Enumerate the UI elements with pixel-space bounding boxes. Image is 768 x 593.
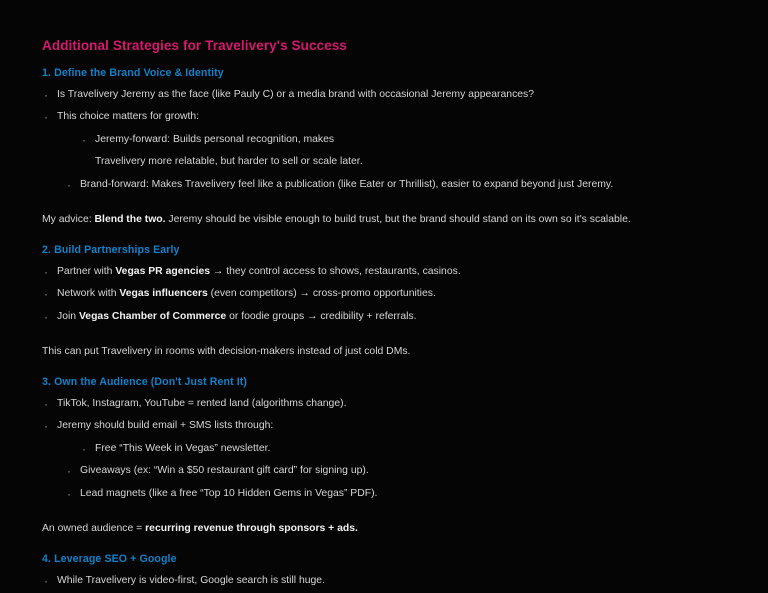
list-item: · Giveaways (ex: “Win a $50 restaurant gift card” for signing up). xyxy=(65,464,726,478)
sub-bullet-list-3-deep xyxy=(42,442,726,456)
item-suffix: (even competitors) → cross-promo opportunities. xyxy=(207,288,436,300)
item-prefix: Join xyxy=(57,310,79,322)
section-heading-2: 2. Build Partnerships Early xyxy=(42,243,180,256)
bullet-list-3 xyxy=(42,397,726,434)
page-title: Additional Strategies for Travelivery's Success xyxy=(42,38,348,53)
section-leverage-seo xyxy=(42,553,726,588)
section-heading-3: 3. Own the Audience (Don't Just Rent It) xyxy=(42,375,248,388)
bullet-list-4 xyxy=(42,574,726,588)
section-1-closing xyxy=(42,213,726,228)
item-bold: Vegas influencers xyxy=(119,288,208,300)
closing-bold: recurring revenue through sponsors + ads. xyxy=(145,523,358,535)
list-item: · This choice matters for growth: xyxy=(42,110,726,124)
closing-suffix: Jeremy should be visible enough to build trust, but the brand should stand on its own so it's scalable. xyxy=(165,214,631,226)
item-bold: Vegas PR agencies xyxy=(115,265,211,277)
list-item xyxy=(42,310,726,324)
list-item: · Jeremy-forward: Builds personal recognition, makes xyxy=(80,133,726,147)
section-heading-4: 4. Leverage SEO + Google xyxy=(42,552,177,565)
list-item: · Jeremy should build email + SMS lists through: xyxy=(42,419,726,433)
sub-bullet-list-3 xyxy=(42,464,726,501)
section-define-brand-voice xyxy=(42,67,726,228)
item-prefix: Partner with xyxy=(57,265,116,277)
bullet-list-2 xyxy=(42,265,726,324)
section-own-the-audience xyxy=(42,376,726,537)
list-item: · Brand-forward: Makes Travelivery feel like a publication (like Eater or Thrillist), easier to expand beyond just Jeremy. xyxy=(65,178,726,192)
bullet-list-1 xyxy=(42,88,726,125)
section-build-partnerships xyxy=(42,244,726,360)
list-item-continuation: Travelivery more relatable, but harder to sell or scale later. xyxy=(95,156,363,168)
list-item: · Is Travelivery Jeremy as the face (like Pauly C) or a media brand with occasional Jeremy appearances? xyxy=(42,88,726,102)
list-item xyxy=(42,287,726,301)
item-prefix: Network with xyxy=(57,288,120,300)
list-item: · Lead magnets (like a free “Top 10 Hidden Gems in Vegas” PDF). xyxy=(65,487,726,501)
section-3-closing xyxy=(42,522,726,537)
list-item: · Free “This Week in Vegas” newsletter. xyxy=(80,442,726,456)
item-bold: Vegas Chamber of Commerce xyxy=(78,310,227,322)
item-suffix: or foodie groups → credibility + referrals. xyxy=(226,310,417,322)
list-item: · TikTok, Instagram, YouTube = rented land (algorithms change). xyxy=(42,397,726,411)
closing-prefix: My advice: xyxy=(42,214,95,226)
sub-bullet-list-1 xyxy=(42,133,726,147)
sub-bullet-list-1b xyxy=(42,178,726,192)
section-heading-1: 1. Define the Brand Voice & Identity xyxy=(42,66,224,79)
list-item: · While Travelivery is video-first, Google search is still huge. xyxy=(42,574,726,588)
section-2-closing: This can put Travelivery in rooms with decision-makers instead of just cold DMs. xyxy=(42,346,411,358)
list-item xyxy=(42,265,726,279)
closing-bold: Blend the two. xyxy=(94,214,166,226)
item-suffix: → they control access to shows, restaurants, casinos. xyxy=(210,265,461,277)
closing-prefix: An owned audience = xyxy=(42,523,146,535)
